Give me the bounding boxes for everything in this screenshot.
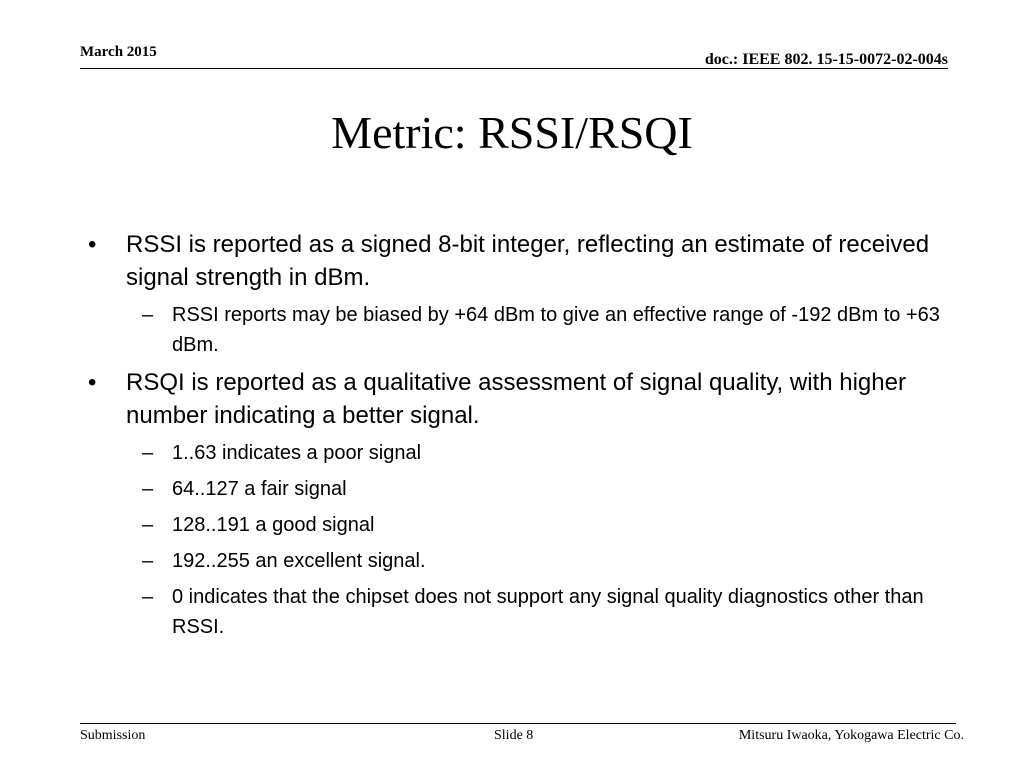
header-date: March 2015 (80, 44, 157, 60)
sub-bullet-marker: – (142, 514, 154, 536)
sub-bullet-marker: – (142, 478, 154, 500)
bullet-marker: • (88, 231, 97, 258)
bullet-text: RSSI is reported as a signed 8-bit integer, reflecting an estimate of received signal strength in dBm. (126, 231, 930, 291)
footer-author: Mitsuru Iwaoka, Yokogawa Electric Co. (738, 728, 964, 743)
slide-title: Metric: RSSI/RSQI (331, 107, 693, 158)
sub-bullet-marker: – (142, 550, 154, 572)
sub-bullet-marker: – (142, 442, 154, 464)
sub-bullet-text: 64..127 a fair signal (172, 478, 347, 500)
slide-body (86, 228, 966, 648)
sub-bullet-item (142, 474, 952, 504)
footer-slide-number: Slide 8 (494, 728, 534, 743)
sub-bullet-item (142, 546, 952, 576)
sub-bullet-marker: – (142, 586, 154, 608)
sub-bullet-text: RSSI reports may be biased by +64 dBm to give an effective range of -192 dBm to +63 dBm. (172, 304, 940, 356)
footer-divider (80, 723, 956, 724)
sub-bullet-item (142, 582, 952, 642)
sub-bullet-text: 1..63 indicates a poor signal (172, 442, 422, 464)
bullet-text: RSQI is reported as a qualitative assessment of signal quality, with higher number indicating a better signal. (126, 369, 906, 429)
sub-bullet-text: 128..191 a good signal (172, 514, 375, 536)
bullet-item (86, 366, 966, 432)
header-doc-id: doc.: IEEE 802. 15-15-0072-02-004s (704, 51, 948, 68)
header-divider (80, 68, 948, 69)
sub-bullet-text: 0 indicates that the chipset does not support any signal quality diagnostics other than RSSI. (172, 586, 924, 638)
footer-submission: Submission (80, 728, 146, 743)
sub-bullet-item (142, 438, 952, 468)
bullet-item (86, 228, 966, 294)
sub-bullet-item (142, 510, 952, 540)
bullet-marker: • (88, 369, 97, 396)
sub-bullet-text: 192..255 an excellent signal. (172, 550, 426, 572)
sub-bullet-marker: – (142, 304, 154, 326)
sub-bullet-item (142, 300, 952, 360)
